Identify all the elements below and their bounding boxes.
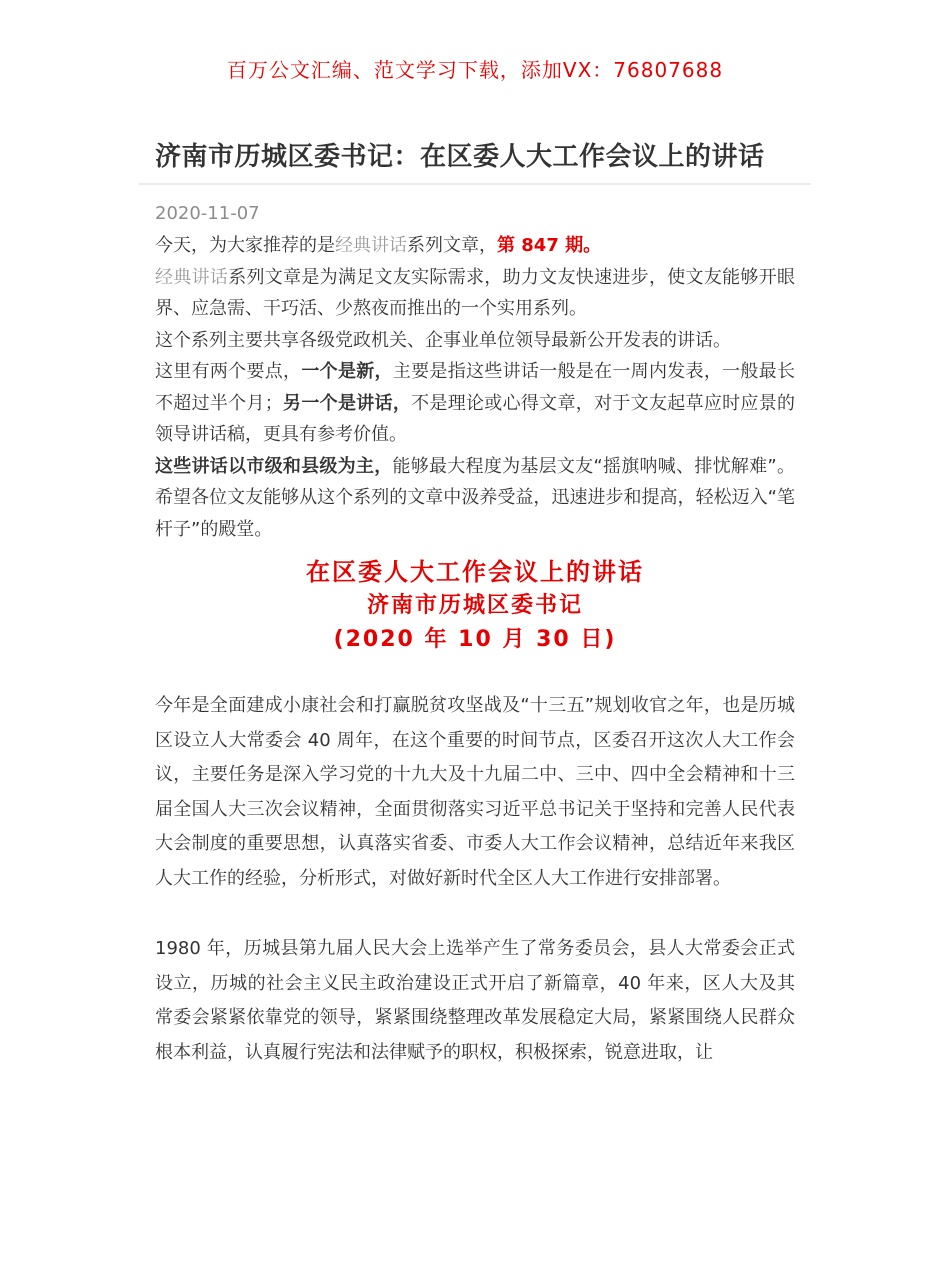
speech-title: 在区委人大工作会议上的讲话	[306, 558, 644, 586]
intro-emphasis-text: 一个是新，	[301, 361, 393, 382]
issue-number-text: 第 847 期。	[497, 235, 602, 256]
intro-emphasis-text: 另一个是讲话，	[282, 392, 412, 414]
article-container	[139, 137, 811, 1070]
intro-paragraph	[155, 451, 795, 546]
intro-text: 系列文章，	[407, 235, 497, 256]
publish-date: 2020-11-07	[155, 203, 260, 224]
promo-banner: 百万公文汇编、范文学习下载，添加VX：76807688	[226, 58, 724, 82]
speech-header	[139, 555, 811, 657]
intro-text: 这个系列主要共享各级党政机关、企事业单位领导最新公开发表的讲话。	[155, 329, 731, 351]
body-paragraph: 今年是全面建成小康社会和打赢脱贫攻坚战及“十三五”规划收官之年，也是历城区设立人大常委会 40 周年，在这个重要的时间节点，区委召开这次人大工作会议，主要任务是深入学习党的十九大及十九届二中、三中、四中全会精神和十三届全国人大三次会议精神，全面贯彻落实习近平总书记关于坚持和完善人民代表大会制度的重要思想，认真落实省委、市委人大工作会议精神，总结近年来我区人大工作的经验，分析形式，对做好新时代全区人大工作进行安排部署。	[155, 695, 795, 889]
title-divider	[139, 183, 811, 185]
page-title: 济南市历城区委书记：在区委人大工作会议上的讲话	[155, 142, 765, 172]
intro-text: 主要是指这些讲话一般是在一周内发表，一般最长不超过半个月；	[155, 361, 796, 414]
speech-author: 济南市历城区委书记	[366, 593, 583, 618]
intro-text: 今天，为大家推荐的是	[155, 235, 335, 256]
intro-section	[139, 230, 811, 545]
speech-date: (2020 年 10 月 30 日)	[333, 627, 617, 652]
series-name-text: 经典讲话	[155, 266, 229, 288]
intro-paragraph	[155, 356, 795, 451]
intro-text: 系列文章是为满足文友实际需求，助力文友快速进步，使文友能够开眼界、应急需、干巧活、少熬夜而推出的一个实用系列。	[155, 266, 796, 319]
series-name-text: 经典讲话	[335, 235, 407, 256]
intro-text: 这里有两个要点，	[155, 361, 302, 382]
intro-emphasis-text: 这些讲话以市级和县级为主，	[155, 455, 393, 477]
intro-text: 不是理论或心得文章，对于文友起草应时应景的领导讲话稿，更具有参考价值。	[155, 392, 796, 445]
body-paragraph: 1980 年，历城县第九届人民大会上选举产生了常务委员会，县人大常委会正式设立，历城的社会主义民主政治建设正式开启了新篇章，40 年来，区人大及其常委会紧紧依靠党的领导，紧紧围绕整理改革发展稳定大局，紧紧围绕人民群众根本利益，认真履行宪法和法律赋予的职权，积极探索，锐意进取，让	[155, 938, 795, 1063]
intro-text: 能够最大程度为基层文友“摇旗呐喊、排忧解难”。希望各位文友能够从这个系列的文章中汲养受益，迅速进步和提高，轻松迈入“笔杆子”的殿堂。	[155, 455, 796, 540]
intro-paragraph	[155, 230, 795, 262]
intro-paragraph	[155, 262, 795, 325]
intro-paragraph	[155, 325, 795, 357]
